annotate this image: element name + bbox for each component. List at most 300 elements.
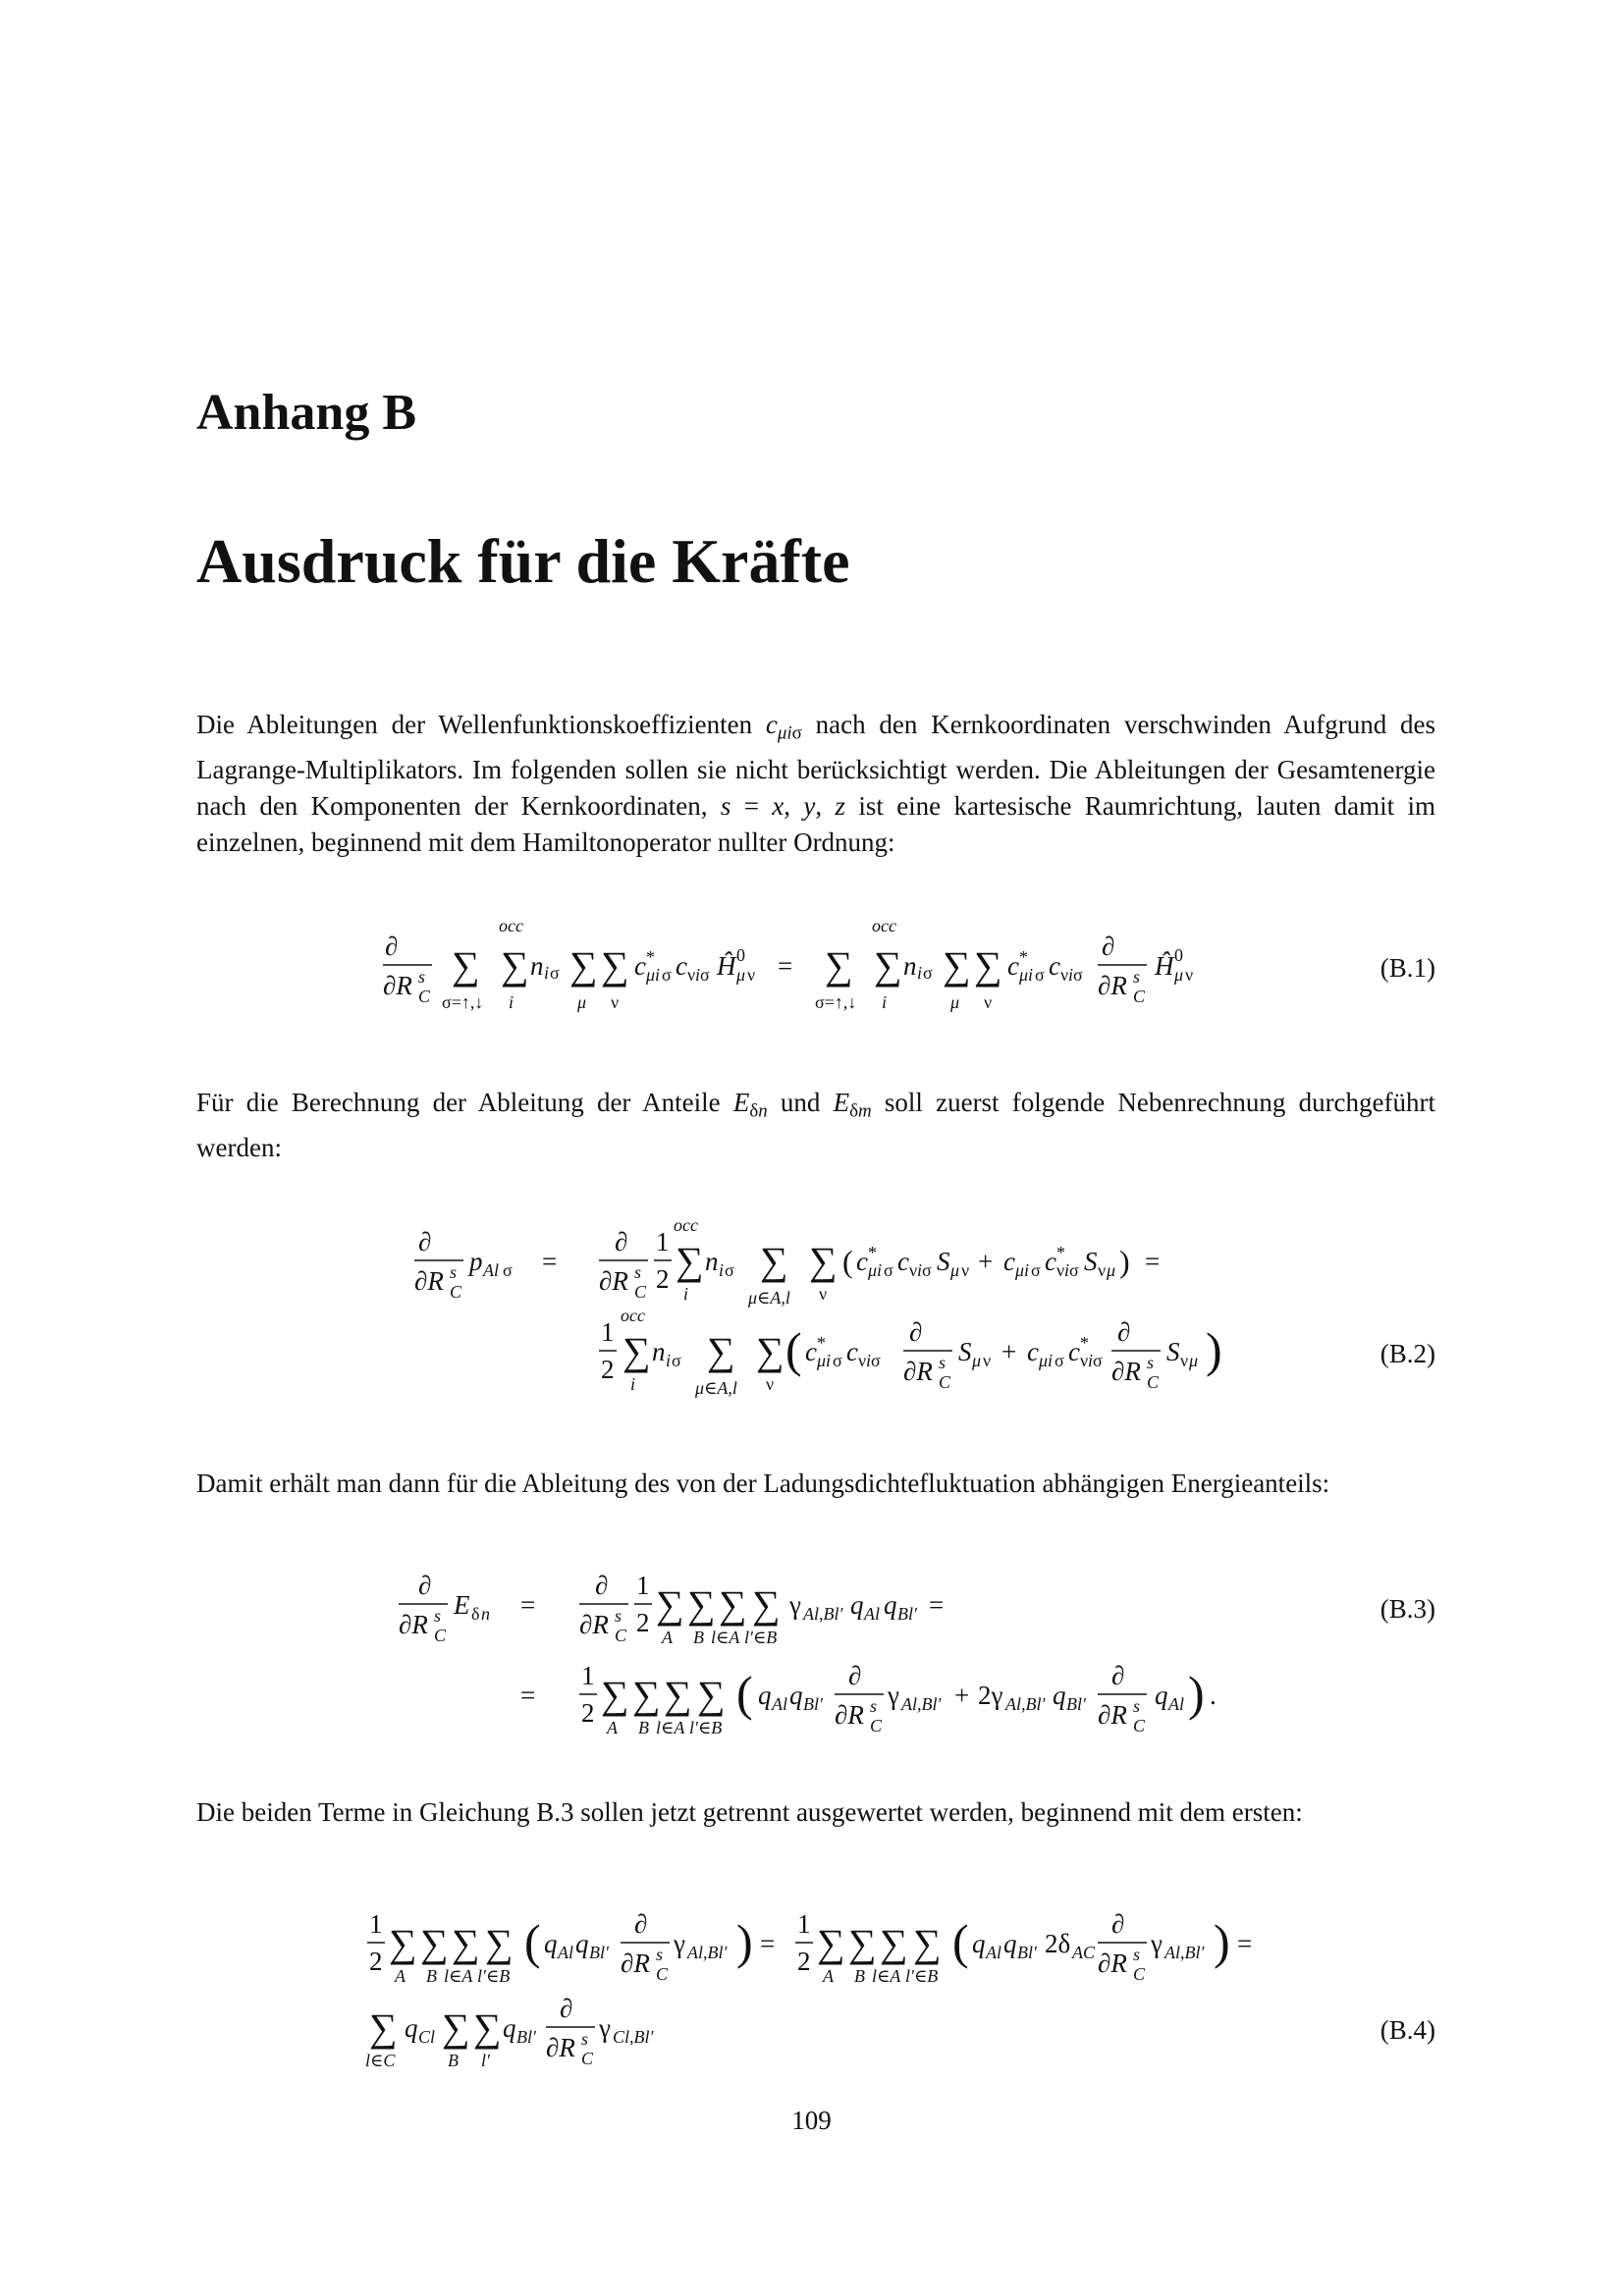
svg-text:∑: ∑ <box>676 1239 704 1283</box>
svg-text:*: * <box>868 1243 877 1262</box>
svg-text:Al: Al <box>1168 1694 1184 1714</box>
paragraph-text: nach den Kernkoordinaten verschwinden Aufgrund des Lagrange-Multiplikators. Im folgenden sollen sie nicht berücksichtigt werden. Die Ableitungen der Gesamtenergie nach den Komponenten der Kernkoordinaten, <box>196 710 1435 821</box>
svg-text:∑: ∑ <box>719 1582 747 1627</box>
svg-text:∂R: ∂R <box>621 1949 650 1978</box>
svg-text:q: q <box>1003 1929 1017 1958</box>
svg-text:∑: ∑ <box>760 1239 788 1283</box>
svg-text:i: i <box>866 1351 872 1370</box>
svg-text:∑: ∑ <box>707 1329 735 1373</box>
svg-text:s: s <box>1133 1945 1141 1964</box>
svg-text:1: 1 <box>797 1909 811 1939</box>
svg-text:=: = <box>1237 1929 1253 1958</box>
svg-text:∂: ∂ <box>1111 1661 1125 1690</box>
svg-text:ν: ν <box>961 1260 970 1280</box>
svg-text:2γ: 2γ <box>978 1681 1003 1710</box>
paragraph-text: ist eine kartesische Raumrichtung, lauten damit im einzelnen, beginnend mit dem Hamiltonoperator nullter Ordnung: <box>196 790 1436 857</box>
svg-text:ν: ν <box>909 1260 918 1280</box>
svg-text:∂: ∂ <box>418 1571 432 1600</box>
svg-text:p: p <box>469 1247 483 1276</box>
paragraph-text: Damit erhält man dann für die Ableitung des von der Ladungsdichtefluktuation abhängigen Energieanteils: <box>196 1468 1330 1498</box>
svg-text:s: s <box>615 1606 622 1626</box>
svg-text:l∈A: l∈A <box>656 1718 685 1737</box>
svg-text:2: 2 <box>369 1947 383 1976</box>
svg-text:q: q <box>850 1590 864 1620</box>
svg-text:q: q <box>1155 1681 1168 1710</box>
svg-text:i: i <box>719 1260 725 1280</box>
page-number: 109 <box>791 2106 832 2135</box>
svg-text:∑: ∑ <box>452 943 480 988</box>
svg-text:μ: μ <box>1107 1260 1116 1280</box>
svg-text:Bl′: Bl′ <box>1017 1943 1037 1962</box>
svg-text:∂R: ∂R <box>546 2033 575 2062</box>
svg-text:2: 2 <box>636 1608 650 1637</box>
equation-b2-formula <box>196 1217 1276 1414</box>
svg-text:∂R: ∂R <box>1098 1700 1127 1730</box>
svg-text:1: 1 <box>601 1317 615 1347</box>
svg-text:c: c <box>1049 951 1060 981</box>
equation-b3 <box>196 1561 1435 1757</box>
svg-text:*: * <box>1056 1243 1065 1262</box>
svg-text:(: ( <box>736 1666 753 1721</box>
svg-text:B: B <box>693 1628 704 1647</box>
svg-text:ν: ν <box>1180 1351 1189 1370</box>
svg-text:Bl′: Bl′ <box>897 1604 917 1624</box>
svg-text:∂: ∂ <box>1117 1317 1131 1347</box>
svg-text:+: + <box>1001 1337 1017 1366</box>
svg-text:B: B <box>426 1966 437 1986</box>
svg-text:∂R: ∂R <box>599 1266 628 1296</box>
svg-text:∑: ∑ <box>817 1921 845 1965</box>
svg-text:=: = <box>542 1247 558 1276</box>
svg-text:B: B <box>638 1718 649 1737</box>
svg-text:Al,Bl′: Al,Bl′ <box>1164 1943 1205 1962</box>
svg-text:Al,Bl′: Al,Bl′ <box>1005 1694 1046 1714</box>
svg-text:1: 1 <box>636 1571 650 1600</box>
equation-b4 <box>196 1890 1435 2086</box>
svg-text:q: q <box>884 1590 897 1620</box>
paragraph-energy-derivative <box>196 1466 1435 1502</box>
svg-text:∂R: ∂R <box>1098 971 1127 1000</box>
svg-text:s: s <box>1133 1696 1141 1716</box>
svg-text:δ: δ <box>471 1604 480 1624</box>
svg-text:σ: σ <box>1031 1260 1041 1280</box>
svg-text:∑: ∑ <box>664 1673 692 1717</box>
svg-text:i: i <box>683 1284 689 1304</box>
svg-text:*: * <box>817 1333 826 1353</box>
svg-text:∑: ∑ <box>501 943 529 988</box>
svg-text:C: C <box>581 2049 594 2068</box>
svg-text:s: s <box>1147 1353 1155 1372</box>
svg-text:μi: μi <box>1019 965 1034 985</box>
svg-text:c: c <box>846 1337 858 1366</box>
svg-text:ν: ν <box>766 1374 775 1394</box>
svg-text:σ: σ <box>923 963 933 983</box>
svg-text:2: 2 <box>601 1355 615 1384</box>
svg-text:Ĥ: Ĥ <box>717 951 736 981</box>
svg-text:ν: ν <box>611 992 620 1012</box>
svg-text:∂: ∂ <box>634 1909 648 1939</box>
svg-text:C: C <box>615 1626 627 1645</box>
svg-text:c: c <box>805 1337 817 1366</box>
svg-text:s: s <box>581 2029 589 2049</box>
svg-text:γ: γ <box>888 1681 899 1710</box>
svg-text:C: C <box>634 1282 647 1302</box>
svg-text:C: C <box>1133 987 1146 1006</box>
svg-text:μ: μ <box>1189 1351 1199 1370</box>
svg-text:γ: γ <box>1151 1929 1163 1958</box>
svg-text:σ: σ <box>1073 965 1083 985</box>
svg-text:∑: ∑ <box>697 1673 726 1717</box>
svg-text:c: c <box>1027 1337 1039 1366</box>
svg-text:∑: ∑ <box>473 2005 502 2050</box>
svg-text:μi: μi <box>1039 1351 1054 1370</box>
svg-text:(: ( <box>842 1244 853 1279</box>
svg-text:0: 0 <box>1174 945 1183 965</box>
svg-text:*: * <box>1080 1333 1089 1353</box>
svg-text:(: ( <box>785 1322 802 1377</box>
svg-text:∂: ∂ <box>1102 932 1115 961</box>
equation-b2 <box>196 1217 1435 1414</box>
svg-text:2: 2 <box>581 1698 595 1728</box>
svg-text:s: s <box>656 1945 664 1964</box>
svg-text:μ: μ <box>950 992 960 1012</box>
svg-text:∑: ∑ <box>601 943 629 988</box>
svg-text:q: q <box>575 1929 589 1958</box>
svg-text:i: i <box>882 992 888 1012</box>
paragraph-text: Die Ableitungen der Wellenfunktionskoeffizienten <box>196 710 766 739</box>
svg-text:S: S <box>937 1247 950 1276</box>
svg-text:c: c <box>897 1247 909 1276</box>
svg-text:=: = <box>760 1929 776 1958</box>
chapter-title: Ausdruck für die Kräfte <box>196 526 850 596</box>
svg-text:∂: ∂ <box>418 1227 432 1256</box>
svg-text:σ: σ <box>700 965 710 985</box>
svg-text:∑: ∑ <box>974 943 1002 988</box>
svg-text:σ: σ <box>1093 1351 1103 1370</box>
equation-number: (B.2) <box>1380 1339 1435 1368</box>
svg-text:C: C <box>1133 1716 1146 1735</box>
svg-text:σ: σ <box>662 965 672 985</box>
svg-text:i: i <box>666 1351 672 1370</box>
svg-text:s: s <box>434 1606 442 1626</box>
svg-text:∑: ∑ <box>389 1921 417 1965</box>
svg-text:∑: ∑ <box>601 1673 629 1717</box>
svg-text:∑: ∑ <box>913 1921 942 1965</box>
svg-text:i: i <box>917 1260 923 1280</box>
svg-text:(: ( <box>952 1914 969 1969</box>
svg-text:c: c <box>676 951 687 981</box>
svg-text:(: ( <box>524 1914 541 1969</box>
svg-text:∂: ∂ <box>615 1227 628 1256</box>
paragraph-derivative-parts: Für die Berechnung der Ableitung der Anteile $E_{\delta n}$ und $E_{\delta m}$ soll zuerst folgende Nebenrechnung durchgeführt werden: <box>196 1088 1436 1162</box>
svg-text:C: C <box>434 1626 447 1645</box>
svg-text:2δ: 2δ <box>1045 1929 1071 1958</box>
svg-text:Bl′: Bl′ <box>589 1943 609 1962</box>
svg-text:+: + <box>954 1681 970 1710</box>
svg-text:Al,Bl′: Al,Bl′ <box>901 1694 942 1714</box>
svg-text:C: C <box>1133 1964 1146 1984</box>
svg-text:Al,Bl′: Al,Bl′ <box>687 1943 728 1962</box>
svg-text:q: q <box>405 2013 418 2043</box>
svg-text:σ: σ <box>1035 965 1045 985</box>
svg-text:∑: ∑ <box>943 943 971 988</box>
svg-text:l∈A: l∈A <box>444 1966 473 1986</box>
svg-text:γ: γ <box>789 1590 801 1620</box>
svg-text:): ) <box>1119 1244 1130 1279</box>
equation-b4-formula <box>196 1890 1276 2086</box>
svg-text:i: i <box>1064 1260 1070 1280</box>
svg-text:∂: ∂ <box>848 1661 862 1690</box>
svg-text:ν: ν <box>1080 1351 1089 1370</box>
equation-number: (B.3) <box>1380 1594 1435 1624</box>
svg-text:σ: σ <box>550 963 560 983</box>
svg-text:∂R: ∂R <box>579 1610 609 1639</box>
svg-text:ν: ν <box>984 992 993 1012</box>
paragraph-term-evaluation <box>196 1794 1435 1831</box>
svg-text:l′: l′ <box>481 2051 490 2070</box>
svg-text:∑: ∑ <box>485 1921 514 1965</box>
svg-text:μ: μ <box>950 1260 960 1280</box>
svg-text:i: i <box>509 992 514 1012</box>
svg-text:Al: Al <box>772 1694 787 1714</box>
svg-text:∑: ∑ <box>622 1329 651 1373</box>
svg-text:μ: μ <box>577 992 587 1012</box>
svg-text:S: S <box>958 1337 972 1366</box>
svg-text:s: s <box>870 1696 878 1716</box>
svg-text:ν: ν <box>1060 965 1069 985</box>
svg-text:∂R: ∂R <box>1098 1949 1127 1978</box>
svg-text:s: s <box>939 1353 947 1372</box>
chapter-label: Anhang B <box>196 385 416 441</box>
svg-text:∑: ∑ <box>880 1921 908 1965</box>
svg-text:s: s <box>1133 967 1141 987</box>
svg-text:C: C <box>870 1716 883 1735</box>
svg-text:Bl′: Bl′ <box>803 1694 823 1714</box>
svg-text:1: 1 <box>656 1227 670 1256</box>
svg-text:.: . <box>1210 1681 1217 1710</box>
svg-text:l′∈B: l′∈B <box>477 1966 511 1986</box>
svg-text:σ: σ <box>672 1351 681 1370</box>
equation-b3-formula <box>196 1561 1276 1757</box>
svg-text:Al: Al <box>864 1604 880 1624</box>
svg-text:∑: ∑ <box>420 1921 449 1965</box>
svg-text:l′∈B: l′∈B <box>744 1628 778 1647</box>
svg-text:E: E <box>454 1590 470 1620</box>
svg-text:=: = <box>520 1681 536 1710</box>
svg-text:∂: ∂ <box>909 1317 923 1347</box>
svg-text:i: i <box>1068 965 1074 985</box>
paragraph-intro: Die Ableitungen der Wellenfunktionskoeffizienten $c_{\mu i\sigma}$ nach den Kernkoordinaten verschwinden Aufgrund des Lagrange-Multiplikators. Im folgenden sollen sie nicht berücksichtigt werden. Die Ableitungen der Gesamtenergie nach den Komponenten der Kernkoordinaten, s = x, y, z ist eine kartesische Raumrichtung, lauten damit im einzelnen, beginnend mit dem Hamiltonoperator nullter Ordnung: <box>196 710 1436 857</box>
svg-text:∂R: ∂R <box>383 971 412 1000</box>
svg-text:B: B <box>854 1966 865 1986</box>
svg-text:c: c <box>856 1247 868 1276</box>
svg-text:Bl′: Bl′ <box>1066 1694 1086 1714</box>
svg-text:): ) <box>1214 1914 1230 1969</box>
paragraph-text: soll zuerst folgende Nebenrechnung durchgeführt werden: <box>196 1088 1436 1162</box>
svg-text:Ĥ: Ĥ <box>1155 951 1174 981</box>
svg-text:μi: μi <box>817 1351 832 1370</box>
svg-text:μi: μi <box>868 1260 883 1280</box>
svg-text:q: q <box>503 2013 516 2043</box>
svg-text:occ: occ <box>872 916 896 935</box>
svg-text:∑: ∑ <box>874 943 902 988</box>
svg-text:γ: γ <box>599 2013 611 2043</box>
svg-text:): ) <box>736 1914 753 1969</box>
svg-text:i: i <box>1088 1351 1094 1370</box>
svg-text:c: c <box>634 951 646 981</box>
svg-text:Al: Al <box>483 1260 499 1280</box>
svg-text:μ: μ <box>1174 965 1184 985</box>
svg-text:C: C <box>1147 1372 1160 1392</box>
paragraph-text: und <box>767 1088 834 1117</box>
svg-text:∂R: ∂R <box>835 1700 864 1730</box>
svg-text:S: S <box>1166 1337 1180 1366</box>
equation-b1-formula <box>196 918 1276 1026</box>
svg-text:∂: ∂ <box>595 1571 609 1600</box>
svg-text:occ: occ <box>674 1215 698 1235</box>
svg-text:C: C <box>939 1372 951 1392</box>
svg-text:μi: μi <box>646 965 661 985</box>
svg-text:s: s <box>450 1262 458 1282</box>
svg-text:Al,Bl′: Al,Bl′ <box>803 1604 843 1624</box>
svg-text:∂: ∂ <box>385 932 399 961</box>
svg-text:c: c <box>1068 1337 1080 1366</box>
svg-text:A: A <box>662 1628 673 1647</box>
svg-text:l∈A: l∈A <box>711 1628 740 1647</box>
svg-text:2: 2 <box>797 1947 811 1976</box>
svg-text:=: = <box>520 1590 536 1620</box>
svg-text:μ: μ <box>736 965 746 985</box>
equation-number: (B.4) <box>1380 2015 1435 2045</box>
svg-text:∑: ∑ <box>369 2005 398 2050</box>
svg-text:Al: Al <box>558 1943 573 1962</box>
svg-text:μ∈A,l: μ∈A,l <box>748 1288 790 1308</box>
svg-text:σ: σ <box>922 1260 932 1280</box>
svg-text:∑: ∑ <box>756 1329 784 1373</box>
svg-text:n: n <box>530 951 544 981</box>
svg-text:A: A <box>395 1966 406 1986</box>
svg-text:i: i <box>630 1374 636 1394</box>
svg-text:n: n <box>705 1247 719 1276</box>
svg-text:AC: AC <box>1072 1943 1096 1962</box>
equation-b1 <box>196 918 1435 1026</box>
svg-text:ν: ν <box>983 1351 992 1370</box>
svg-text:σ: σ <box>884 1260 893 1280</box>
svg-text:σ: σ <box>1055 1351 1064 1370</box>
svg-text:i: i <box>695 965 701 985</box>
svg-text:q: q <box>1053 1681 1066 1710</box>
svg-text:∑: ∑ <box>442 2005 470 2050</box>
svg-text:∑: ∑ <box>809 1239 838 1283</box>
svg-text:ν: ν <box>687 965 696 985</box>
svg-text:∂R: ∂R <box>1111 1357 1141 1386</box>
svg-text:σ: σ <box>725 1260 734 1280</box>
svg-text:σ: σ <box>833 1351 842 1370</box>
svg-text:s: s <box>418 967 426 987</box>
svg-text:∑: ∑ <box>569 943 598 988</box>
svg-text:∂: ∂ <box>1111 1909 1125 1939</box>
equation-number: (B.1) <box>1380 953 1435 983</box>
svg-text:B: B <box>448 2051 459 2070</box>
svg-text:C: C <box>656 1964 669 1984</box>
svg-text:σ: σ <box>871 1351 881 1370</box>
svg-text:∂R: ∂R <box>414 1266 444 1296</box>
svg-text:s: s <box>634 1262 642 1282</box>
svg-text:c: c <box>1003 1247 1015 1276</box>
svg-text:l∈C: l∈C <box>365 2051 396 2070</box>
svg-text:n: n <box>481 1604 490 1624</box>
svg-text:A: A <box>823 1966 834 1986</box>
svg-text:1: 1 <box>369 1909 383 1939</box>
svg-text:∑: ∑ <box>825 943 853 988</box>
svg-text:c: c <box>1007 951 1019 981</box>
svg-text:∂: ∂ <box>560 1994 573 2023</box>
svg-text:1: 1 <box>581 1661 595 1690</box>
svg-text:ν: ν <box>819 1284 828 1304</box>
svg-text:ν: ν <box>1185 965 1194 985</box>
svg-text:l′∈B: l′∈B <box>689 1718 723 1737</box>
svg-text:*: * <box>646 947 655 967</box>
svg-text:σ=↑,↓: σ=↑,↓ <box>815 992 857 1012</box>
svg-text:occ: occ <box>499 916 523 935</box>
svg-text:∑: ∑ <box>687 1582 716 1627</box>
svg-text:σ: σ <box>503 1260 513 1280</box>
svg-text:n: n <box>903 951 917 981</box>
svg-text:occ: occ <box>621 1306 645 1325</box>
svg-text:σ: σ <box>1069 1260 1079 1280</box>
svg-text:∑: ∑ <box>452 1921 480 1965</box>
svg-text:A: A <box>607 1718 618 1737</box>
svg-text:q: q <box>972 1929 986 1958</box>
svg-text:μ∈A,l: μ∈A,l <box>695 1378 737 1398</box>
svg-text:∑: ∑ <box>632 1673 661 1717</box>
svg-text:+: + <box>978 1247 994 1276</box>
svg-text:c: c <box>1045 1247 1056 1276</box>
svg-text:∑: ∑ <box>752 1582 781 1627</box>
svg-text:=: = <box>778 951 793 981</box>
svg-text:∑: ∑ <box>656 1582 684 1627</box>
svg-text:ν: ν <box>1056 1260 1065 1280</box>
svg-text:q: q <box>758 1681 772 1710</box>
svg-text:∂R: ∂R <box>903 1357 933 1386</box>
svg-text:i: i <box>917 963 923 983</box>
svg-text:2: 2 <box>656 1264 670 1294</box>
svg-text:q: q <box>544 1929 558 1958</box>
svg-text:l∈A: l∈A <box>872 1966 901 1986</box>
svg-text:Bl′: Bl′ <box>516 2027 536 2047</box>
svg-text:Cl,Bl′: Cl,Bl′ <box>613 2027 654 2047</box>
svg-text:l′∈B: l′∈B <box>905 1966 939 1986</box>
svg-text:∂R: ∂R <box>399 1610 428 1639</box>
svg-text:): ) <box>1188 1666 1205 1721</box>
svg-text:Cl: Cl <box>418 2027 436 2047</box>
svg-text:C: C <box>418 987 431 1006</box>
svg-text:q: q <box>789 1681 803 1710</box>
svg-text:ν: ν <box>858 1351 867 1370</box>
svg-text:Al: Al <box>986 1943 1001 1962</box>
svg-text:S: S <box>1084 1247 1098 1276</box>
svg-text:∑: ∑ <box>848 1921 877 1965</box>
svg-text:=: = <box>1145 1247 1161 1276</box>
svg-text:σ=↑,↓: σ=↑,↓ <box>442 992 484 1012</box>
svg-text:i: i <box>544 963 550 983</box>
svg-text:γ: γ <box>674 1929 685 1958</box>
svg-text:0: 0 <box>736 945 745 965</box>
svg-text:ν: ν <box>747 965 756 985</box>
svg-text:*: * <box>1019 947 1028 967</box>
svg-text:μi: μi <box>1015 1260 1030 1280</box>
svg-text:ν: ν <box>1098 1260 1107 1280</box>
